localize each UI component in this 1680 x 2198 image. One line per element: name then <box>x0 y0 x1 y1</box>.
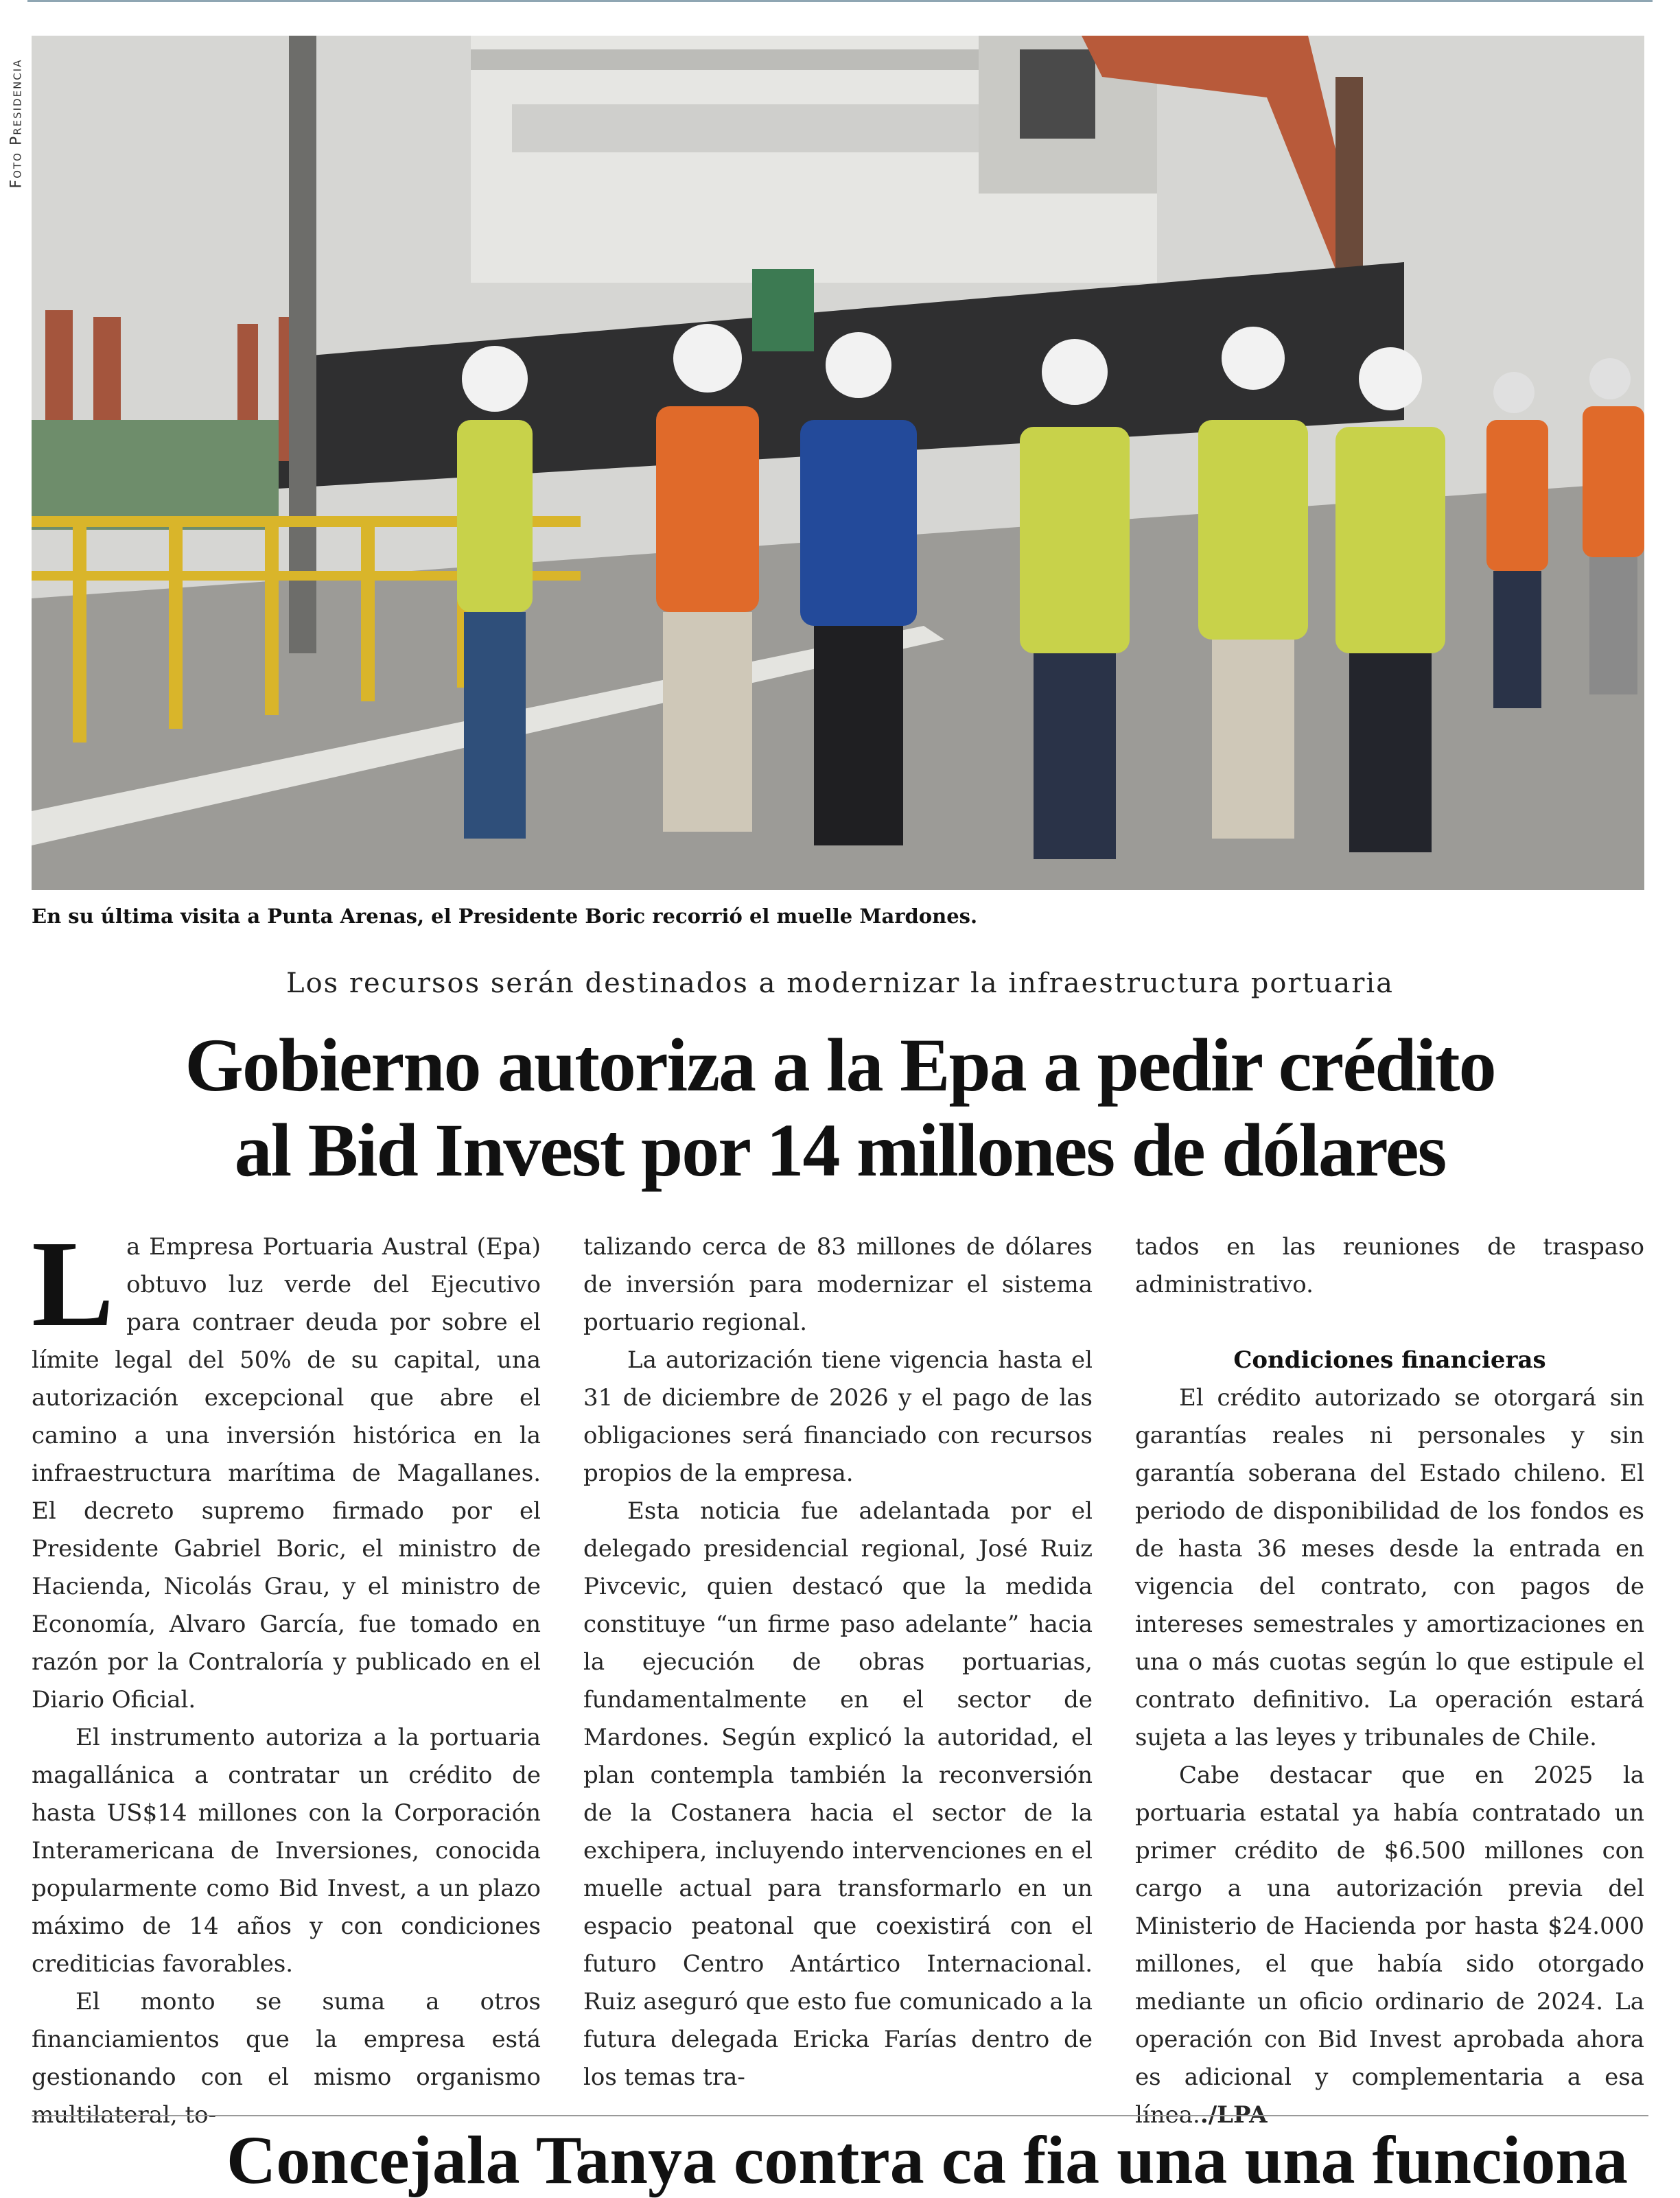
paragraph-1-text: a Empresa Portuaria Austral (Epa) obtuvo luz verde del Ejecutivo para contraer deuda por sobre el límite legal del 50% de su capital, una autorización excepcional que abre el camino a una inversión histórica en la infraestructura marítima de Magallanes. El decreto supremo firmado por el Presidente Gabriel Boric, el ministro de Hacienda, Nicolás Grau, y el ministro de Economía, Alvaro García, fue tomado en razón por la Contraloría y publicado en el Diario Oficial. <box>32 1233 541 1714</box>
paragraph-3b: talizando cerca de 83 millones de dólares de inversión para modernizar el sistema portuario regional. <box>583 1233 1093 1336</box>
photo-credit-text: Foto Presidencia <box>8 58 25 189</box>
paragraph-5b: tados en las reuniones de traspaso administrativo. <box>1135 1233 1644 1298</box>
headline-line-1: Gobierno autoriza a la Epa a pedir crédito <box>185 1023 1495 1107</box>
bottom-rule <box>32 2115 1648 2116</box>
next-article-headline-text: Concejala Tanya contra ca fia una una funciona <box>226 2122 1628 2198</box>
paragraph-7 <box>1135 1757 1644 2134</box>
top-rule <box>27 0 1653 6</box>
paragraph-4: La autorización tiene vigencia hasta el 31 de diciembre de 2026 y el pago de las obligaciones será financiado con recursos propios de la empresa. <box>583 1346 1093 1487</box>
section-subhead: Condiciones financieras <box>1233 1346 1546 1374</box>
article-headline <box>41 1022 1639 1193</box>
column-3 <box>1135 1228 1644 2129</box>
drop-cap: L <box>32 1215 115 1352</box>
photo-caption: En su última visita a Punta Arenas, el Presidente Boric recorrió el muelle Mardones. <box>32 904 978 928</box>
paragraph-1 <box>32 1215 541 1719</box>
paragraph-2: El instrumento autoriza a la portuaria magallánica a contratar un crédito de hasta US$14 millones con la Corporación Interamericana de Inversiones, conocida popularmente como Bid Invest, a un plazo máximo de 14 años y con condiciones crediticias favorables. <box>32 1724 541 1978</box>
author-signature: ./LPA <box>1200 2101 1268 2129</box>
article-photo <box>32 36 1644 890</box>
headline-line-2: al Bid Invest por 14 millones de dólares <box>234 1108 1446 1192</box>
next-article-headline <box>226 2122 1628 2198</box>
paragraph-6: El crédito autorizado se otorgará sin garantías reales ni personales y sin garantía soberana del Estado chileno. El periodo de disponibilidad de los fondos es de hasta 36 meses desde la entrada en vigencia del contrato, con pagos de intereses semestrales y amortizaciones en una o más cuotas según lo que estipule el contrato definitivo. La operación estará sujeta a las leyes y tribunales de Chile. <box>1135 1384 1644 1751</box>
article-kicker: Los recursos serán destinados a modernizar la infraestructura portuaria <box>286 968 1394 999</box>
column-2 <box>583 1228 1093 2100</box>
column-1 <box>32 1215 541 2129</box>
paragraph-7-text: Cabe destacar que en 2025 la portuaria estatal ya había contratado un primer crédito de $6.500 millones con cargo a una autorización previa del Ministerio de Hacienda por hasta $24.000 millones, el que había sido otorgado mediante un oficio ordinario de 2024. La operación con Bid Invest aprobada ahora es adicional y complementaria a esa línea. <box>1135 1762 1644 2129</box>
paragraph-5a: Esta noticia fue adelantada por el delegado presidencial regional, José Ruiz Pivcevic, quien destacó que la medida constituye “un firme paso adelante” hacia la ejecución de obras portuarias, fundamentalmente en el sector de Mardones. Según explicó la autoridad, el plan contempla también la reconversión de la Costanera hacia el sector de la exchipera, incluyendo intervenciones en el muelle actual para transformarlo en un espacio peatonal que coexistirá con el futuro Centro Antártico Internacional. Ruiz aseguró que esto fue comunicado a la futura delegada Ericka Farías dentro de los temas tra- <box>583 1497 1093 2091</box>
article-body <box>32 1215 1644 2129</box>
photo-credit <box>3 41 30 206</box>
paragraph-3a: El monto se suma a otros financiamientos que la empresa está gestionando con el mismo organismo multilateral, to- <box>32 1988 541 2129</box>
